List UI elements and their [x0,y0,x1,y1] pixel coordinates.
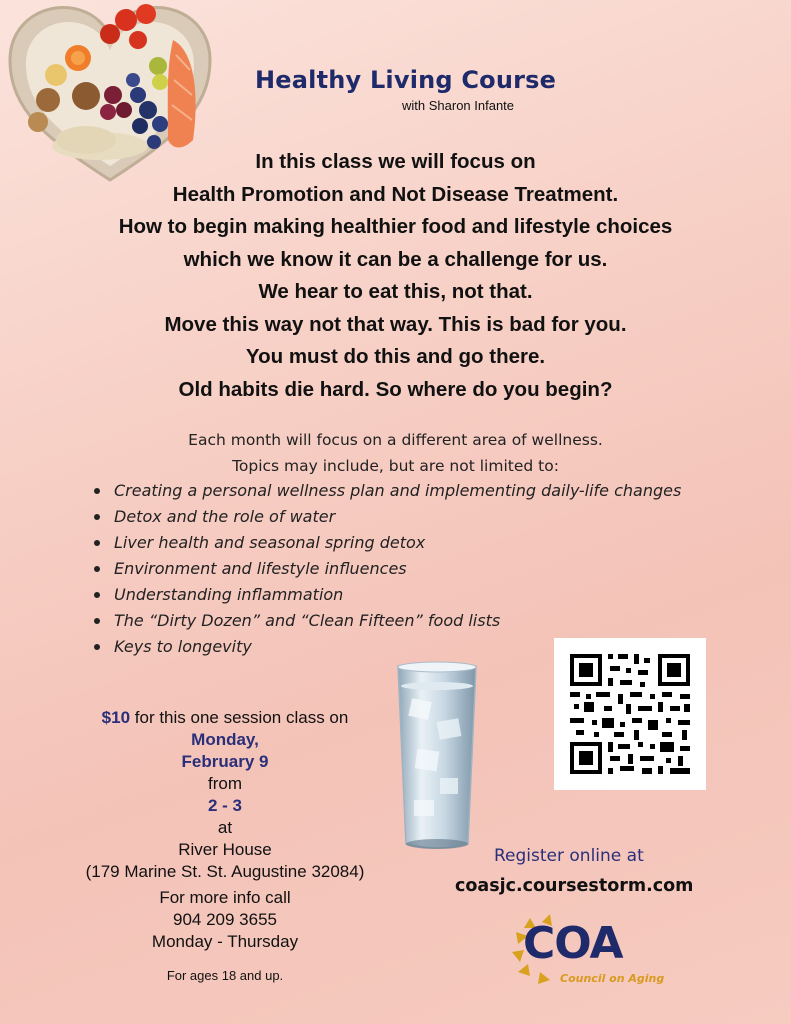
intro-line: In this class we will focus on [255,150,536,173]
intro-line: You must do this and go there. [245,345,546,368]
price: $10 [101,708,131,727]
intro-line: Move this way not that way. This is bad for you. [164,312,627,336]
price-line [50,707,400,729]
price-suffix: for this one session class on [130,708,349,727]
intro-line: Old habits die hard. So where do you begin? [178,377,613,401]
intro-text [0,146,791,406]
phone-number: 904 209 3655 [173,910,277,929]
coa-logo-text: COA [523,918,623,969]
qr-code[interactable] [554,638,706,790]
water-glass-image [396,660,478,852]
event-date: February 9 [181,752,269,771]
from-label: from [208,774,242,793]
topics-list [94,478,681,660]
venue-address: (179 Marine St. St. Augustine 32084) [85,862,365,881]
instructor-subtitle: with Sharon Infante [402,98,515,113]
topic-item: Understanding inflammation [94,582,681,608]
topic-item: Keys to longevity [94,634,681,660]
info-label: For more info call [159,888,291,907]
topic-item: Environment and lifestyle influences [94,556,681,582]
register-label: Register online at [494,846,644,866]
wellness-line-1: Each month will focus on a different area of wellness. [188,431,603,449]
venue-name: River House [178,840,272,859]
intro-line: which we know it can be a challenge for us. [183,247,608,271]
intro-line: We hear to eat this, not that. [258,280,533,303]
coa-logo-tagline: Council on Aging [560,972,665,985]
age-requirement: For ages 18 and up. [166,968,284,983]
topic-item: The “Dirty Dozen” and “Clean Fifteen” food lists [94,608,681,634]
event-time: 2 - 3 [207,796,243,815]
register-url-link[interactable]: coasjc.coursestorm.com [455,876,694,896]
course-title: Healthy Living Course [255,66,557,94]
topic-item: Detox and the role of water [94,504,681,530]
intro-line: How to begin making healthier food and lifestyle choices [118,215,673,238]
call-hours: Monday - Thursday [151,932,299,951]
at-label: at [217,818,233,837]
topic-item: Liver health and seasonal spring detox [94,530,681,556]
wellness-line-2: Topics may include, but are not limited to: [232,457,559,475]
event-details [50,707,400,987]
event-day: Monday, [191,730,259,749]
topic-item: Creating a personal wellness plan and implementing daily-life changes [94,478,681,504]
intro-line: Health Promotion and Not Disease Treatment. [172,182,619,206]
wellness-description [0,427,791,479]
